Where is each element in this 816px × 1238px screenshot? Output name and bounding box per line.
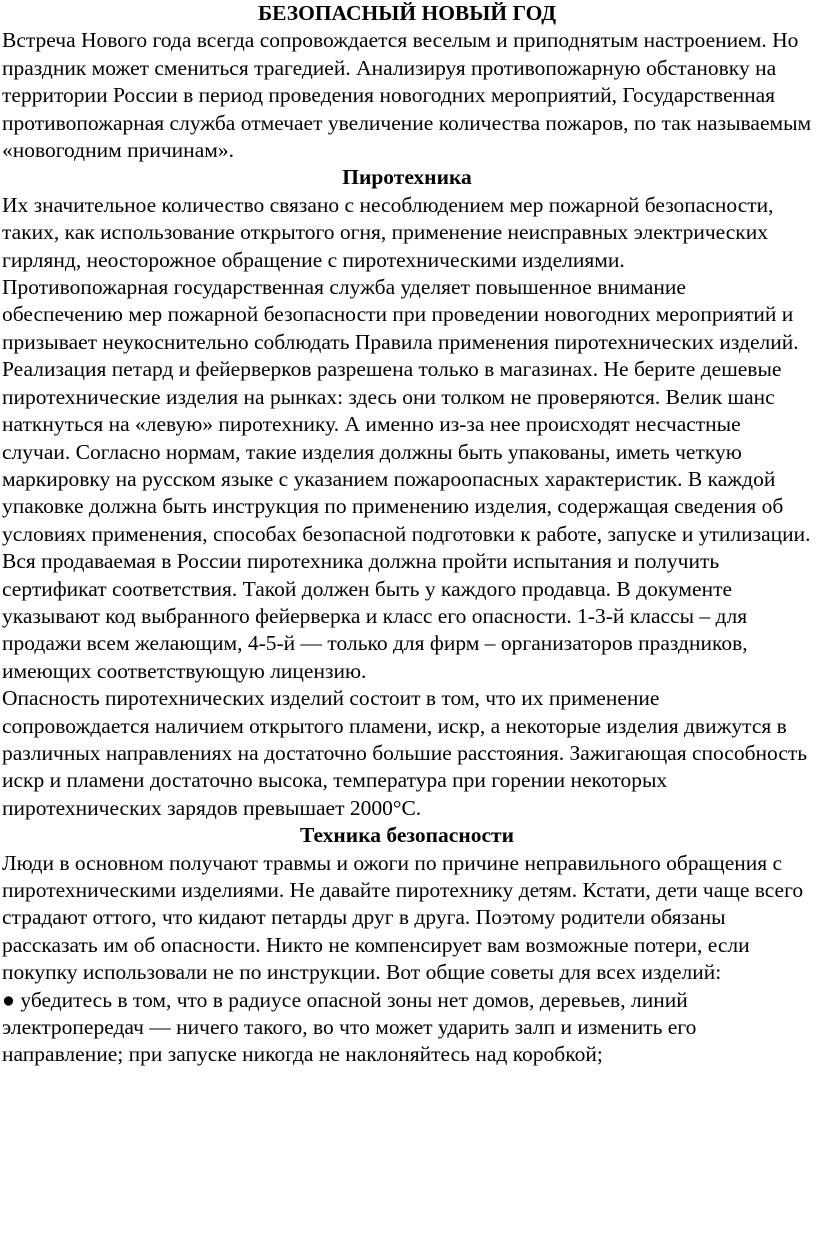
section-heading-pyrotechnics: Пиротехника (342, 165, 472, 190)
pyrotechnics-paragraph-1: Их значительное количество связано с несоблюдением мер пожарной безопасности, таких, как использование открытого огня, применение неисправных электрических гирлянд, неосторожное обращение с пиротехническими изделиями. (2, 192, 774, 272)
pyrotechnics-paragraph-3: Опасность пиротехнических изделий состоит в том, что их применение сопровождается наличием открытого пламени, искр, а некоторые изделия движутся в различных направлениях на достаточно большие расстояния. Зажигающая способность искр и пламени достаточно высока, температура при горении некоторых пиротехнических зарядов превышает 2000°С. (2, 686, 808, 820)
intro-paragraph: Встреча Нового года всегда сопровождается веселым и приподнятым настроением. Но праздник может смениться трагедией. Анализируя противопожарную обстановку на территории России в период проведения новогодних мероприятий, Государственная противопожарная служба отмечает увеличение количества пожаров, по так называемым «новогодним причинам». (2, 28, 812, 163)
section-heading-safety: Техника безопасности (300, 823, 514, 848)
safety-paragraph-1: Люди в основном получают травмы и ожоги по причине неправильного обращения с пиротехническими изделиями. Не давайте пиротехнику детям. Кстати, дети чаще всего страдают оттого, что кидают петарды друг в друга. Поэтому родители обязаны рассказать им об опасности. Никто не компенсирует вам возможные потери, если покупку использовали не по инструкции. Вот общие советы для всех изделий: (2, 850, 804, 985)
safety-bullet-1: ● убедитесь в том, что в радиусе опасной зоны нет домов, деревьев, линий электропередач — ничего такого, во что может ударить залп и изменить его направление; при запуске никогда не наклоняйтесь над коробкой; (2, 987, 697, 1067)
pyrotechnics-paragraph-2: Противопожарная государственная служба уделяет повышенное внимание обеспечению мер пожарной безопасности при проведении новогодних мероприятий и призывает неукоснительно соблюдать Правила применения пиротехнических изделий. Реализация петард и фейерверков разрешена только в магазинах. Не берите дешевые пиротехнические изделия на рынках: здесь они толком не проверяются. Велик шанс наткнуться на «левую» пиротехнику. А именно из-за нее происходят несчастные случаи. Согласно нормам, такие изделия должны быть упакованы, иметь четкую маркировку на русском языке с указанием пожароопасных характеристик. В каждой упаковке должна быть инструкция по применению изделия, содержащая сведения об условиях применения, способах безопасной подготовки к работе, запуске и утилизации. Вся продаваемая в России пиротехника должна пройти испытания и получить сертификат соответствия. Такой должен быть у каждого продавца. В документе указывают код выбранного фейерверка и класс его опасности. 1-3-й классы – для продажи всем желающим, 4-5-й — только для фирм – организаторов праздников, имеющих соответствующую лицензию. (2, 275, 811, 683)
document-title: БЕЗОПАСНЫЙ НОВЫЙ ГОД (257, 1, 557, 25)
